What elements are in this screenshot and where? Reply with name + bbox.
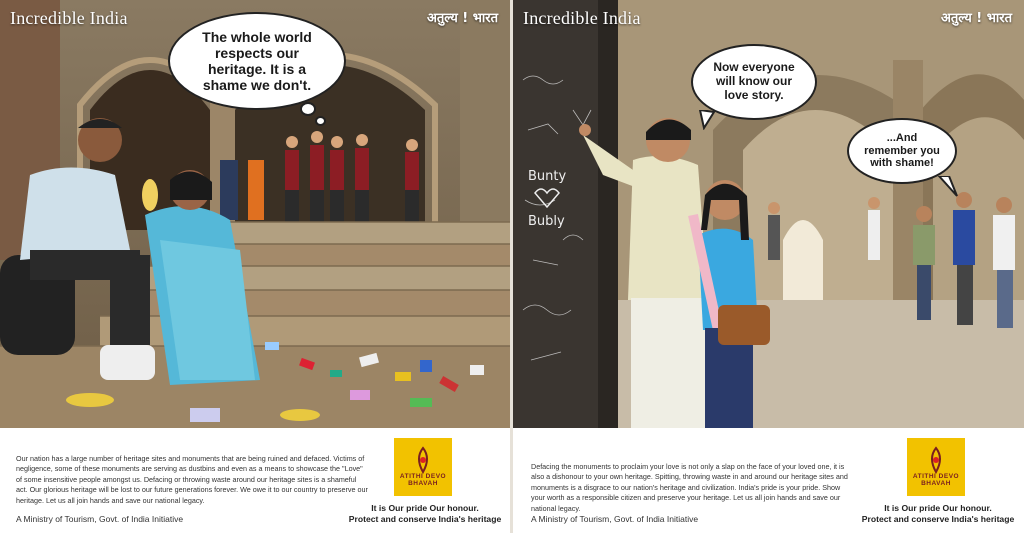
ad-body-text: Defacing the monuments to proclaim your love is not only a slap on the face of your loved one, it is also a dishonour to your own heritage. Spitting, throwing waste in and around our heritage sites and monuments is a disgrace to our nation's heritage and civilization. India's pride is your pride. Show your worth as a responsible citizen and preserve your heritage. Let us all join hands and save our national legacy.	[531, 462, 848, 513]
ministry-credit: A Ministry of Tourism, Govt. of India Initiative	[531, 514, 699, 524]
thought-bubble-dot	[300, 102, 316, 116]
speech-bubble: Now everyone will know our love story.	[691, 44, 817, 120]
tagline-line-1: It is Our pride Our honour.	[371, 502, 479, 513]
incredible-india-hindi-logo: अतुल्य ! भारत	[940, 11, 1012, 26]
tagline-line-2: Protect and conserve India's heritage	[861, 514, 1015, 525]
ad-tagline	[853, 503, 1023, 526]
speech-bubble-tail-icon	[937, 176, 959, 198]
speech-bubble-tail-icon	[698, 110, 718, 130]
tagline-line-1: It is Our pride Our honour.	[884, 502, 992, 513]
ad-body-text: Our nation has a large number of heritage sites and monuments that are being ruined and defaced. Victims of negligence, some of these monuments are serving as dustbins and even as a means to showcase the "Love" of some insensitive people amongst us. Defacing or throwing waste around our heritage sites is a shameful act. Our glorious heritage will be lost to our future generations forever. We owe it to our country to preserve our heritage. Let us all join hands and save our national legacy.	[16, 454, 368, 505]
lamp-icon	[411, 446, 435, 474]
wall-graffiti-text: Bubly	[528, 214, 565, 229]
ad-tagline	[340, 503, 510, 526]
incredible-india-logo: Incredible India	[10, 8, 128, 28]
incredible-india-hindi-logo: अतुल्य ! भारत	[426, 11, 498, 26]
wall-graffiti-text: Bunty	[528, 169, 567, 184]
ministry-credit: A Ministry of Tourism, Govt. of India Initiative	[16, 514, 184, 524]
thought-bubble-dot	[315, 116, 326, 126]
atithi-devo-bhavah-logo	[394, 438, 452, 496]
lamp-icon	[924, 446, 948, 474]
logo-text: ATITHI DEVO BHAVAH	[912, 473, 960, 487]
speech-bubble: ...And remember you with shame!	[847, 118, 957, 184]
atithi-devo-bhavah-logo	[907, 438, 965, 496]
incredible-india-logo: Incredible India	[523, 8, 641, 28]
thought-bubble: The whole world respects our heritage. It is a shame we don't.	[168, 12, 346, 110]
left-ad-panel	[0, 0, 510, 533]
right-ad-panel	[513, 0, 1024, 533]
logo-text: ATITHI DEVO BHAVAH	[399, 473, 447, 487]
right-ad-info	[513, 428, 1024, 533]
left-ad-info	[0, 428, 510, 533]
tagline-line-2: Protect and conserve India's heritage	[348, 514, 502, 525]
